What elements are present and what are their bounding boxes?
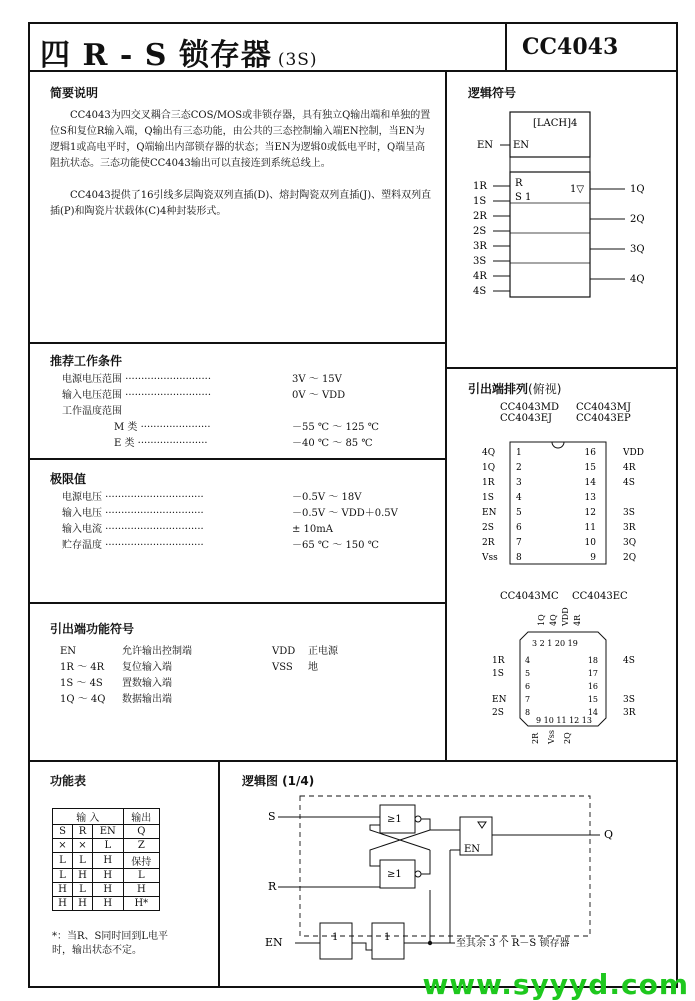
inner-r-label: R [515,178,523,189]
chip-left-pin-7: EN [492,695,507,705]
power-list [272,644,338,676]
dip-pin-num-1: 1 [516,448,522,458]
dip-pin-num-16: 16 [584,448,596,458]
dip-pin-6: 2S [482,523,494,533]
cond-row: 电源电压范围 ··························· 3V ～ 15V [62,374,342,385]
dip-pin-3: 1R [482,478,495,488]
symbol-input-1R: 1R [473,181,487,192]
chip-right-pin-14: 3R [623,708,636,718]
chip-bottom-0: 2R [531,732,540,744]
dip-pin-15: 4R [623,463,636,473]
header-vdivider [505,22,507,70]
dip-pin-num-8: 8 [516,553,522,563]
chip-right-num-17: 17 [587,669,598,678]
symbol-input-4R: 4R [473,271,487,282]
dip-pin-num-7: 7 [516,538,522,548]
chip-label-2: CC4043EC [572,591,628,602]
divider-bottom [28,760,678,762]
dip-pin-9: 2Q [623,553,637,563]
divider-desc [28,342,446,344]
col-divider [445,70,447,760]
chip-top-0: 1Q [537,614,546,626]
chip-bottom-nums: 9 10 11 12 13 [536,716,592,725]
desc-para2: CC4043提供了16引线多层陶瓷双列直插(D)、熔封陶瓷双列直插(J)、塑料双列直插(P)和陶瓷片状载体(C)4种封装形式。 [50,190,432,217]
chip-left-num-6: 6 [525,682,531,691]
chip-left-num-8: 8 [525,708,531,717]
truth-row: × × L Z [53,839,160,853]
conditions-list [62,372,379,452]
dip-pin-4: 1S [482,493,494,503]
chip-right-num-16: 16 [587,682,598,691]
dip-pin-num-3: 3 [516,478,522,488]
dip-label-3: CC4043EJ [500,413,553,424]
dip-pin-num-6: 6 [516,523,522,533]
function-row: 1S ～ 4S 置数输入端 [60,678,172,689]
chip-top-2: VDD [561,607,570,626]
symbol-input-4S: 4S [473,286,487,297]
pinout-heading: 引出端排列(俯视) [468,382,562,396]
functions-list [60,644,192,708]
function-row: EN 允许输出控制端 [60,646,192,657]
dip-pin-num-5: 5 [516,508,522,518]
chip-left-num-7: 7 [525,695,531,704]
divider-logic [445,367,678,369]
en-inner-label: EN [513,140,530,151]
logic-diagram-heading: 逻辑图 (1/4) [242,774,315,788]
chip-right-pin-18: 4S [623,656,635,666]
symbol-output-1Q: 1Q [630,184,645,195]
r-input-label: R [268,880,277,893]
dip-pin-8: Vss [482,553,498,563]
q-output-label: Q [604,828,614,841]
chip-left-num-4: 4 [525,656,531,665]
limits-heading: 极限值 [50,472,87,486]
dip-pin-11: 3R [623,523,636,533]
divider-limits [28,602,446,604]
symbol-input-3S: 3S [473,256,487,267]
chip-right-pin-15: 3S [623,695,635,705]
dip-pin-7: 2R [482,538,495,548]
inner-out-label: 1▽ [570,184,585,195]
desc-heading: 简要说明 [50,86,99,100]
chip-left-pin-4: 1R [492,656,505,666]
dip-pin-14: 4S [623,478,635,488]
lim-row: 贮存温度 ······························· －65 ℃ ～ 150 ℃ [62,540,379,551]
power-row: VDD 正电源 [272,646,338,657]
dip-pin-num-14: 14 [584,478,596,488]
dip-pin-num-11: 11 [584,523,596,533]
truth-table: 输 入 输出 S R EN Q × × L Z L L H 保持 L H H L H L H H H H H H* [52,808,160,911]
dip-pin-num-4: 4 [516,493,522,503]
page-title: 四 R - S 锁存器 (3S) [40,38,318,73]
symbol-input-3R: 3R [473,241,487,252]
function-row: 1R ～ 4R 复位输入端 [60,662,172,673]
truth-table-note: *：当R、S同时回到L电平时，输出状态不定。 [52,931,169,956]
functions-heading: 引出端功能符号 [50,622,135,636]
symbol-output-4Q: 4Q [630,274,645,285]
chip-bottom-1: Vss [547,730,556,744]
cond-row: 输入电压范围 ··························· 0V ～ VDD [62,390,346,401]
conditions-heading: 推荐工作条件 [50,354,123,368]
dip-pin-num-15: 15 [584,463,596,473]
buf-gate-1: 1 [332,932,339,943]
dip-pin-2: 1Q [482,463,496,473]
symbol-input-1S: 1S [473,196,487,207]
part-number: CC4043 [522,34,619,60]
limits-list [62,490,398,554]
dip-pin-num-9: 9 [590,553,596,563]
dip-label-2: CC4043MJ [576,402,631,413]
chip-label-1: CC4043MC [500,591,559,602]
chip-left-pin-8: 2S [492,708,504,718]
logic-diagram [220,780,675,980]
dip-pin-10: 3Q [623,538,637,548]
chip-bottom-2: 2Q [563,732,572,744]
buf-gate-2: 1 [384,932,391,943]
dip-label-4: CC4043EP [576,413,631,424]
or-gate-2: ≥1 [387,869,402,880]
en-input-label: EN [265,936,283,949]
function-row: 1Q ～ 4Q 数据输出端 [60,694,172,705]
chip-right-num-14: 14 [587,708,598,717]
truth-row: L H H L [53,869,160,883]
dip-pin-12: 3S [623,508,635,518]
dip-label-1: CC4043MD [500,402,560,413]
inner-s-label: S 1 [515,192,532,203]
desc-para1: CC4043为四交叉耦合三态COS/MOS或非锁存器，具有独立Q输出端和单独的置位S和复位R输入端，Q输出有三态功能，由公共的三态控制输入端EN控制，当EN为逻辑1或高电平时，Q端输出内部锁存器的状态；当EN为逻辑0或低电平时，Q端呈高阻抗状态。三态功能使CC4043输出可以直接连到系统总线上。 [50,110,431,169]
chip-right-num-15: 15 [587,695,598,704]
truth-row: H L H H [53,883,160,897]
chip-top-nums: 3 2 1 20 19 [532,639,578,648]
or-gate-1: ≥1 [387,814,402,825]
block-label: [LACH]4 [533,118,578,129]
symbol-input-2S: 2S [473,226,487,237]
symbol-output-2Q: 2Q [630,214,645,225]
dip-pin-1: 4Q [482,448,496,458]
bus-note: 至其余 3 个 R－S 锁存器 [456,938,570,949]
dip-pin-16: VDD [623,448,644,458]
dip-pin-5: EN [482,508,497,518]
divider-cond [28,458,446,460]
en-pin-label: EN [477,140,494,151]
pinout-diagrams [448,398,678,758]
cond-row: M 类 ······················ －55 ℃ ～ 125 ℃ [114,422,379,433]
chip-left-pin-5: 1S [492,669,504,679]
logic-symbol [455,100,670,300]
chip-left-num-5: 5 [525,669,531,678]
symbol-input-2R: 2R [473,211,487,222]
chip-top-3: 4R [573,614,582,626]
en-gate: EN [464,844,481,855]
cond-row: E 类 ······················ －40 ℃ ～ 85 ℃ [114,438,373,449]
truth-table-heading: 功能表 [50,774,87,788]
lim-row: 输入电流 ······························· ± 10mA [62,524,333,535]
s-input-label: S [268,810,276,823]
chip-right-num-18: 18 [587,656,598,665]
watermark: www.syyyd.com [422,968,689,1001]
lim-row: 输入电压 ······························· －0.5V ～ VDD＋0.5V [62,508,398,519]
power-row: VSS 地 [272,662,318,673]
cond-row: 工作温度范围 [62,406,122,417]
dip-pin-num-13: 13 [584,493,596,503]
chip-top-1: 4Q [549,614,558,626]
truth-row: H H H H* [53,897,160,911]
symbol-output-3Q: 3Q [630,244,645,255]
lim-row: 电源电压 ······························· －0.5V ～ 18V [62,492,362,503]
truth-row: L L H 保持 [53,853,160,869]
dip-pin-num-12: 12 [584,508,596,518]
logic-symbol-heading: 逻辑符号 [468,86,517,100]
dip-pin-num-2: 2 [516,463,522,473]
dip-pin-num-10: 10 [584,538,596,548]
